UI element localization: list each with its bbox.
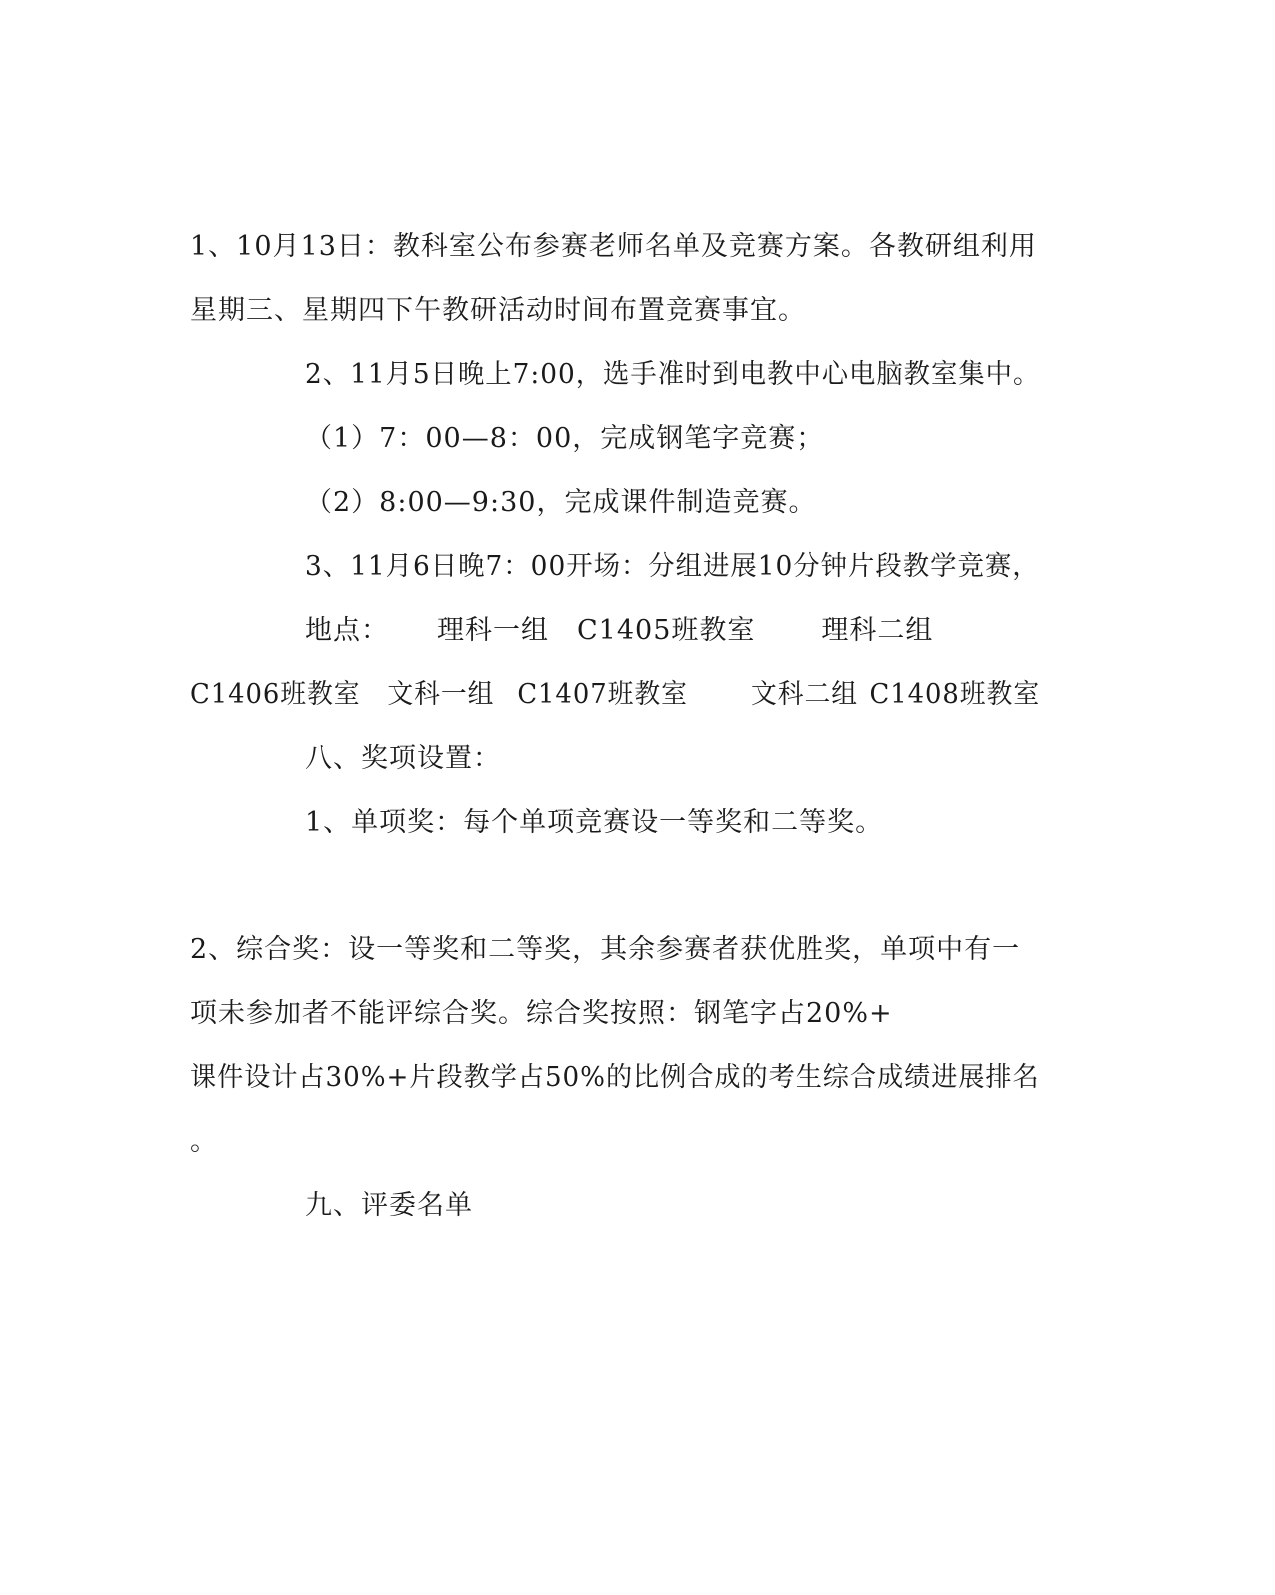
group-3-name: 文科一组 (387, 679, 495, 710)
paragraph-3: 3、11月6日晚7：00开场：分组进展10分钟片段教学竞赛， (305, 551, 1040, 582)
location-line-1 (305, 614, 933, 648)
group-4-name: 文科二组 (750, 679, 859, 710)
paragraph-2: 2、11月5日晚上7:00，选手准时到电教中心电脑教室集中。 (305, 359, 1041, 390)
section-8-heading: 八、奖项设置： (305, 743, 501, 774)
location-line-2 (190, 678, 1040, 712)
paragraph-2-sub-2: （2）8:00—9:30，完成课件制造竞赛。 (305, 487, 817, 518)
award-2-line-2: 项未参加者不能评综合奖。综合奖按照：钢笔字占20%+ (190, 998, 893, 1029)
location-label: 地点： (305, 615, 389, 646)
award-1: 1、单项奖：每个单项竞赛设一等奖和二等奖。 (305, 807, 884, 838)
paragraph-1-line-1: 1、10月13日：教科室公布参赛老师名单及竞赛方案。各教研组利用 (190, 231, 1037, 262)
group-1-room: C1405班教室 (577, 615, 756, 646)
award-2-line-4: 。 (190, 1126, 218, 1157)
group-1-name: 理科一组 (437, 615, 549, 646)
group-2-room: C1406班教室 (190, 679, 361, 710)
paragraph-1-line-2: 星期三、星期四下午教研活动时间布置竞赛事宜。 (190, 295, 806, 326)
paragraph-2-sub-1: （1）7：00—8：00，完成钢笔字竞赛； (305, 423, 825, 454)
group-3-room: C1407班教室 (517, 679, 688, 710)
award-2-line-1: 2、综合奖：设一等奖和二等奖，其余参赛者获优胜奖，单项中有一 (190, 934, 1021, 965)
group-4-room: C1408班教室 (869, 679, 1041, 710)
award-2-line-3: 课件设计占30%+片段教学占50%的比例合成的考生综合成绩进展排名 (190, 1062, 1040, 1093)
section-9-heading: 九、评委名单 (305, 1190, 473, 1221)
group-2-name: 理科二组 (821, 615, 934, 646)
